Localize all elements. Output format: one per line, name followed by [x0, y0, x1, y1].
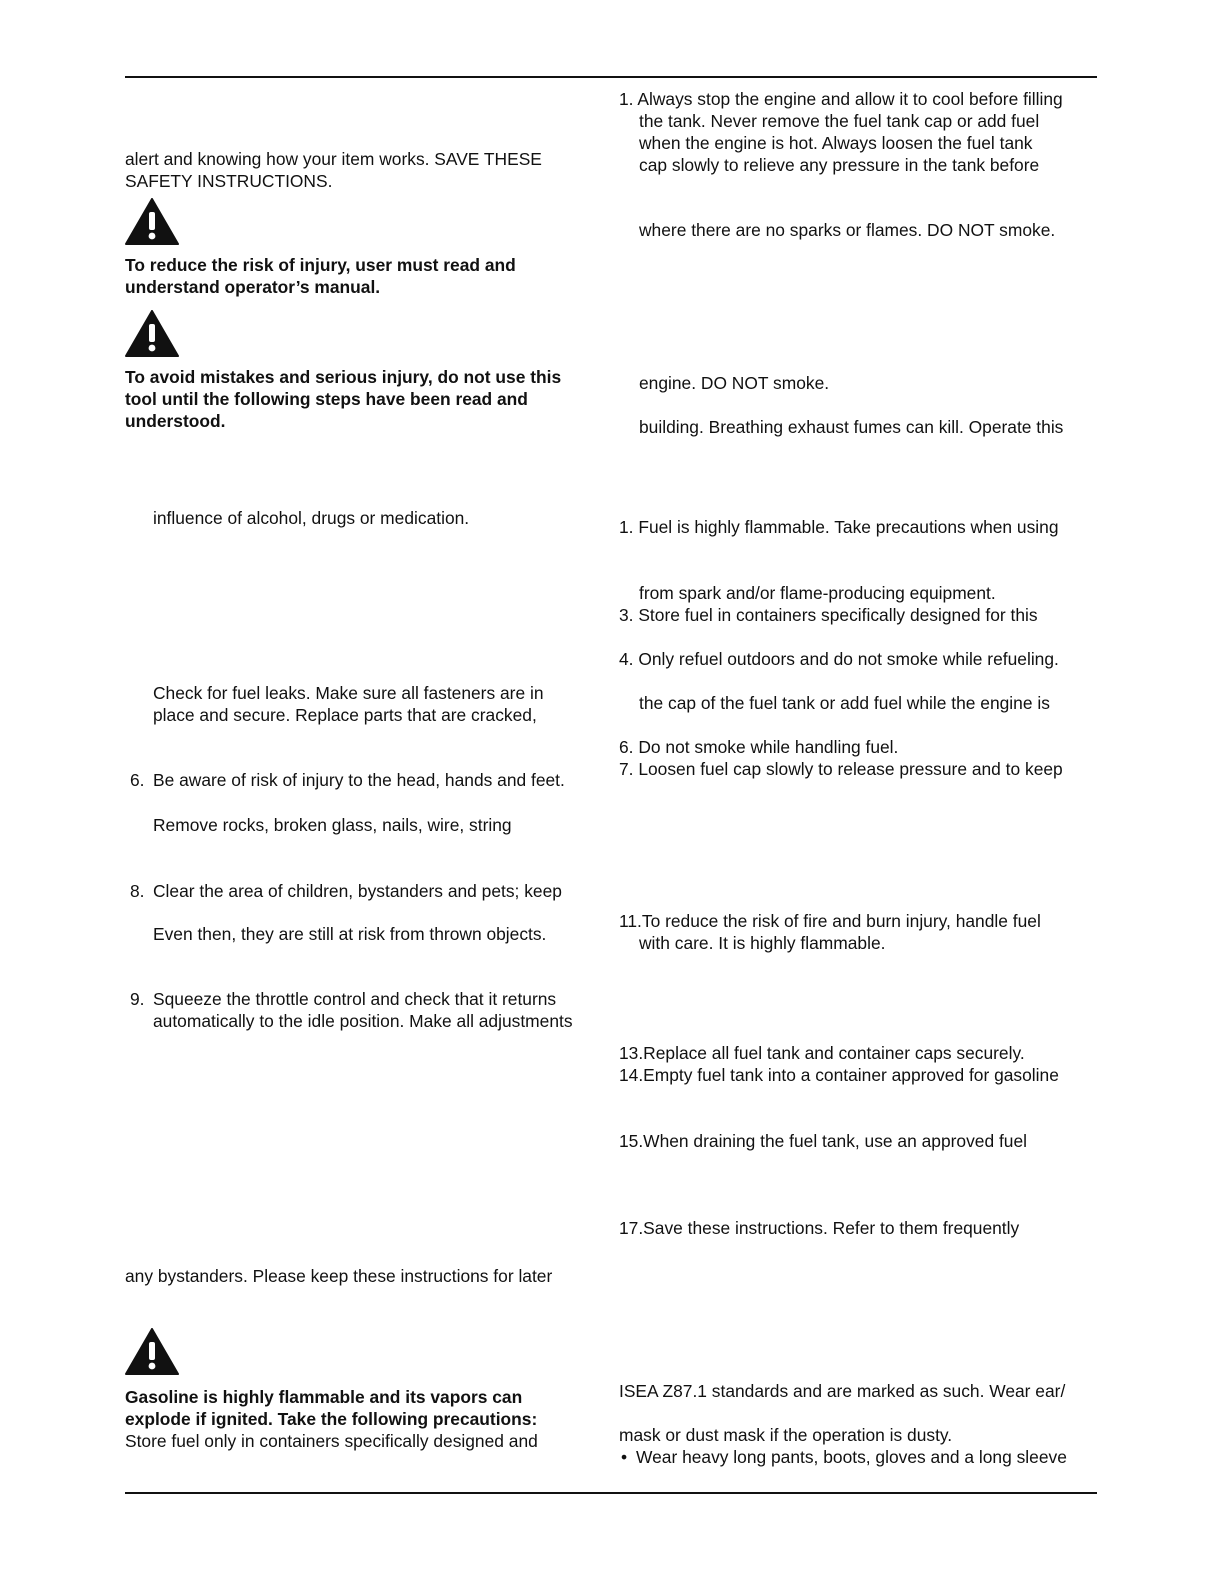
- warning-1-line-1: To reduce the risk of injury, user must read and: [125, 255, 516, 275]
- item-6-number: 6.: [130, 770, 145, 790]
- item-9-text: Squeeze the throttle control and check that it returns: [153, 989, 557, 1009]
- fuel-item-1: 1. Fuel is highly flammable. Take precautions when using: [619, 517, 1059, 537]
- right-item-1-line-3: when the engine is hot. Always loosen the fuel tank: [639, 133, 1033, 153]
- influence-line: influence of alcohol, drugs or medication.: [153, 508, 470, 528]
- warning-3-line-2: explode if ignited. Take the following precautions:: [125, 1409, 538, 1429]
- fuel-item-3: 3. Store fuel in containers specifically designed for this: [619, 605, 1038, 625]
- item-9-continuation: automatically to the idle position. Make all adjustments: [153, 1011, 573, 1031]
- spark-line: from spark and/or flame-producing equipment.: [639, 583, 996, 603]
- fuel-item-15: 15.When draining the fuel tank, use an approved fuel: [619, 1131, 1027, 1151]
- engine-smoke-line: engine. DO NOT smoke.: [639, 373, 830, 393]
- right-item-1-line-4: cap slowly to relieve any pressure in the tank before: [639, 155, 1040, 175]
- bystanders-line: any bystanders. Please keep these instructions for later: [125, 1266, 553, 1286]
- warning-3-line-1: Gasoline is highly flammable and its vapors can: [125, 1387, 523, 1407]
- item-8-number: 8.: [130, 881, 145, 901]
- fuel-item-17: 17.Save these instructions. Refer to them frequently: [619, 1218, 1020, 1238]
- fuel-item-14: 14.Empty fuel tank into a container approved for gasoline: [619, 1065, 1059, 1085]
- cap-line: the cap of the fuel tank or add fuel while the engine is: [639, 693, 1050, 713]
- top-rule: [125, 76, 1097, 78]
- warning-2-line-2: tool until the following steps have been read and: [125, 389, 528, 409]
- item-9-number: 9.: [130, 989, 145, 1009]
- intro-line-2: SAFETY INSTRUCTIONS.: [125, 171, 333, 191]
- intro-line-1: alert and knowing how your item works. SAVE THESE: [125, 149, 542, 169]
- warning-triangle-icon: [125, 1328, 179, 1375]
- bottom-rule: [125, 1492, 1097, 1494]
- warning-triangle-icon: [125, 310, 179, 357]
- item-8-text: Clear the area of children, bystanders and pets; keep: [153, 881, 562, 901]
- fuel-leaks-line-1: Check for fuel leaks. Make sure all fasteners are in: [153, 683, 544, 703]
- thrown-objects-line: Even then, they are still at risk from thrown objects.: [153, 924, 547, 944]
- right-item-1-line-1: 1. Always stop the engine and allow it to cool before filling: [619, 89, 1063, 109]
- fuel-item-11-line-2: with care. It is highly flammable.: [639, 933, 886, 953]
- isea-line: ISEA Z87.1 standards and are marked as such. Wear ear/: [619, 1381, 1066, 1401]
- store-fuel-line: Store fuel only in containers specifically designed and: [125, 1431, 538, 1451]
- fuel-item-7: 7. Loosen fuel cap slowly to release pressure and to keep: [619, 759, 1063, 779]
- warning-2-line-3: understood.: [125, 411, 226, 431]
- fuel-leaks-line-2: place and secure. Replace parts that are cracked,: [153, 705, 537, 725]
- fuel-item-4: 4. Only refuel outdoors and do not smoke while refueling.: [619, 649, 1059, 669]
- bullet-text: Wear heavy long pants, boots, gloves and a long sleeve: [636, 1447, 1067, 1467]
- remove-rocks-line: Remove rocks, broken glass, nails, wire, string: [153, 815, 512, 835]
- fuel-item-11-line-1: 11.To reduce the risk of fire and burn injury, handle fuel: [619, 911, 1041, 931]
- warning-2-line-1: To avoid mistakes and serious injury, do not use this: [125, 367, 562, 387]
- building-line: building. Breathing exhaust fumes can kill. Operate this: [639, 417, 1064, 437]
- warning-triangle-icon: [125, 198, 179, 245]
- fuel-item-6: 6. Do not smoke while handling fuel.: [619, 737, 899, 757]
- warning-1-line-2: understand operator’s manual.: [125, 277, 381, 297]
- fuel-item-13: 13.Replace all fuel tank and container caps securely.: [619, 1043, 1025, 1063]
- right-item-1-line-2: the tank. Never remove the fuel tank cap or add fuel: [639, 111, 1040, 131]
- mask-line: mask or dust mask if the operation is dusty.: [619, 1425, 953, 1445]
- bullet-symbol: •: [621, 1447, 628, 1467]
- no-sparks-line: where there are no sparks or flames. DO NOT smoke.: [639, 220, 1056, 240]
- item-6-text: Be aware of risk of injury to the head, hands and feet.: [153, 770, 565, 790]
